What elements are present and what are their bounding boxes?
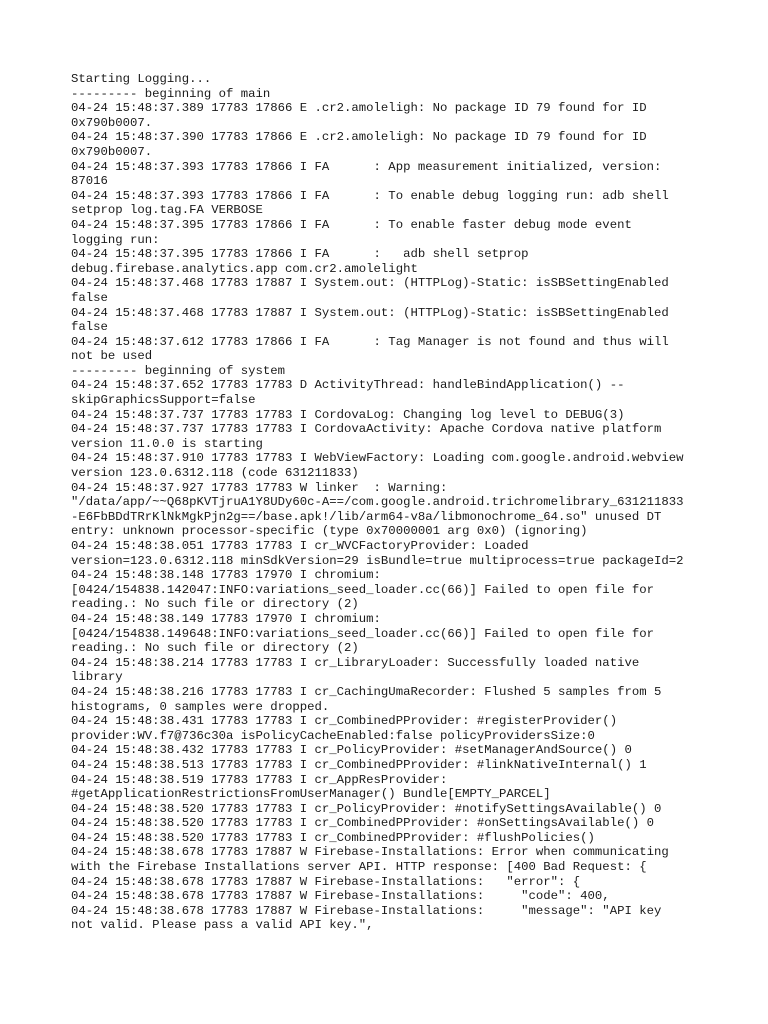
log-line: version 11.0.0 is starting bbox=[71, 436, 263, 451]
log-line: 04-24 15:48:38.678 17783 17887 W Firebase-Installations: "message": "API key bbox=[71, 903, 662, 918]
log-line: Starting Logging... bbox=[71, 72, 212, 86]
log-line: 04-24 15:48:38.051 17783 17783 I cr_WVCFactoryProvider: Loaded bbox=[71, 539, 529, 553]
log-line: 04-24 15:48:38.678 17783 17887 W Firebase-Installations: Error when communicating bbox=[71, 845, 669, 860]
log-line: provider:WV.f7@736c30a isPolicyCacheEnabled:false policyProvidersSize:0 bbox=[71, 728, 595, 743]
log-line: version=123.0.6312.118 minSdkVersion=29 isBundle=true multiprocess=true packageId=2 bbox=[71, 553, 684, 568]
log-line: skipGraphicsSupport=false bbox=[71, 393, 256, 408]
log-line: 04-24 15:48:38.431 17783 17783 I cr_CombinedPProvider: #registerProvider() bbox=[71, 714, 618, 729]
log-line: setprop log.tag.FA VERBOSE bbox=[71, 203, 263, 218]
log-line: [0424/154838.149648:INFO:variations_seed_loader.cc(66)] Failed to open file for bbox=[71, 626, 654, 641]
log-line: 04-24 15:48:37.652 17783 17783 D ActivityThread: handleBindApplication() -- bbox=[71, 378, 625, 393]
log-line: -E6FbBDdTRrKlNkMgkPjn2g==/base.apk!/lib/arm64-v8a/libmonochrome_64.so" unused DT bbox=[71, 509, 662, 524]
log-line: reading.: No such file or directory (2) bbox=[71, 641, 359, 656]
log-line: 04-24 15:48:37.395 17783 17866 I FA : To enable faster debug mode event bbox=[71, 217, 632, 232]
log-line: 04-24 15:48:38.216 17783 17783 I cr_CachingUmaRecorder: Flushed 5 samples from 5 bbox=[71, 684, 662, 699]
log-line: 04-24 15:48:38.520 17783 17783 I cr_CombinedPProvider: #onSettingsAvailable() 0 bbox=[71, 816, 654, 831]
log-line: 04-24 15:48:37.393 17783 17866 I FA : App measurement initialized, version: bbox=[71, 159, 662, 174]
log-line: 04-24 15:48:38.149 17783 17970 I chromium: bbox=[71, 611, 381, 626]
log-line: false bbox=[71, 290, 108, 305]
log-line: 04-24 15:48:38.519 17783 17783 I cr_AppResProvider: bbox=[71, 772, 448, 787]
log-line: #getApplicationRestrictionsFromUserManager() Bundle[EMPTY_PARCEL] bbox=[71, 787, 551, 802]
log-line: 04-24 15:48:37.389 17783 17866 E .cr2.amoleligh: No package ID 79 found for ID bbox=[71, 101, 647, 116]
log-line: library bbox=[71, 670, 123, 685]
log-line: reading.: No such file or directory (2) bbox=[71, 597, 359, 612]
log-line: 04-24 15:48:37.393 17783 17866 I FA : To enable debug logging run: adb shell bbox=[71, 188, 669, 203]
log-line: 04-24 15:48:38.678 17783 17887 W Firebase-Installations: "code": 400, bbox=[71, 889, 610, 904]
log-line: 04-24 15:48:37.927 17783 17783 W linker : Warning: bbox=[71, 480, 448, 495]
log-line: 87016 bbox=[71, 174, 108, 189]
log-line: debug.firebase.analytics.app com.cr2.amolelight bbox=[71, 261, 418, 276]
log-line: "/data/app/~~Q68pKVTjruA1Y8UDy60c-A==/com.google.android.trichromelibrary_631211833 bbox=[71, 495, 684, 510]
log-line: 0x790b0007. bbox=[71, 115, 153, 130]
log-line: --------- beginning of main bbox=[71, 86, 271, 101]
log-line: 04-24 15:48:37.395 17783 17866 I FA : adb shell setprop bbox=[71, 247, 529, 262]
log-line: 04-24 15:48:37.468 17783 17887 I System.out: (HTTPLog)-Static: isSBSettingEnabled bbox=[71, 305, 669, 320]
log-line: 04-24 15:48:38.678 17783 17887 W Firebase-Installations: "error": { bbox=[71, 874, 581, 889]
log-line: 04-24 15:48:38.214 17783 17783 I cr_LibraryLoader: Successfully loaded native bbox=[71, 655, 640, 670]
log-line: not be used bbox=[71, 349, 153, 364]
log-line: with the Firebase Installations server API. HTTP response: [400 Bad Request: { bbox=[71, 860, 647, 875]
log-document bbox=[71, 72, 711, 933]
log-line: 0x790b0007. bbox=[71, 144, 153, 159]
log-line: [0424/154838.142047:INFO:variations_seed_loader.cc(66)] Failed to open file for bbox=[71, 582, 654, 597]
log-line: 04-24 15:48:38.520 17783 17783 I cr_CombinedPProvider: #flushPolicies() bbox=[71, 830, 595, 845]
log-line: not valid. Please pass a valid API key.", bbox=[71, 918, 374, 933]
log-line: 04-24 15:48:38.432 17783 17783 I cr_PolicyProvider: #setManagerAndSource() 0 bbox=[71, 743, 632, 758]
log-line: 04-24 15:48:37.390 17783 17866 E .cr2.amoleligh: No package ID 79 found for ID bbox=[71, 130, 647, 145]
log-line: 04-24 15:48:37.737 17783 17783 I CordovaLog: Changing log level to DEBUG(3) bbox=[71, 407, 625, 422]
log-line: 04-24 15:48:37.612 17783 17866 I FA : Tag Manager is not found and thus will bbox=[71, 334, 669, 349]
log-line: logging run: bbox=[71, 232, 160, 247]
log-line: 04-24 15:48:38.148 17783 17970 I chromium: bbox=[71, 568, 381, 583]
log-line: 04-24 15:48:38.520 17783 17783 I cr_PolicyProvider: #notifySettingsAvailable() 0 bbox=[71, 801, 662, 816]
log-line: version 123.0.6312.118 (code 631211833) bbox=[71, 466, 359, 481]
log-line: 04-24 15:48:37.468 17783 17887 I System.out: (HTTPLog)-Static: isSBSettingEnabled bbox=[71, 276, 669, 291]
log-line: 04-24 15:48:37.910 17783 17783 I WebViewFactory: Loading com.google.android.webview bbox=[71, 451, 684, 466]
log-line: 04-24 15:48:37.737 17783 17783 I CordovaActivity: Apache Cordova native platform bbox=[71, 422, 662, 437]
log-line: histograms, 0 samples were dropped. bbox=[71, 699, 330, 714]
log-line: 04-24 15:48:38.513 17783 17783 I cr_CombinedPProvider: #linkNativeInternal() 1 bbox=[71, 757, 647, 772]
log-line: entry: unknown processor-specific (type 0x70000001 arg 0x0) (ignoring) bbox=[71, 524, 588, 539]
log-line: --------- beginning of system bbox=[71, 363, 286, 378]
log-line: false bbox=[71, 320, 108, 335]
